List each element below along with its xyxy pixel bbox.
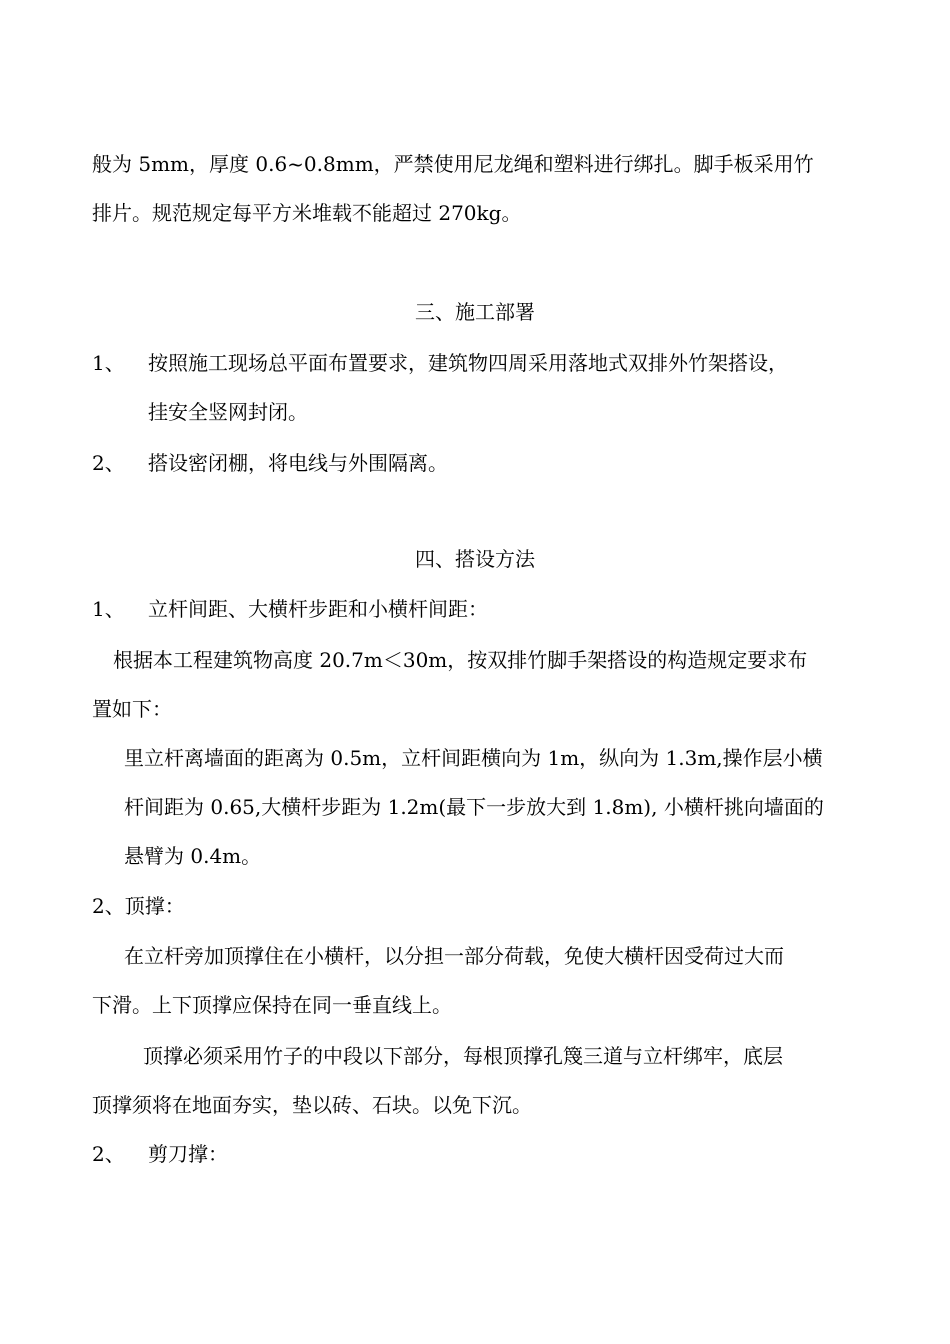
section-heading: 三、施工部署 [415, 300, 535, 324]
list-number: 1、 [92, 351, 125, 375]
paragraph-line: 排片。规范规定每平方米堆载不能超过 270kg。 [92, 201, 522, 225]
paragraph-line: 杆间距为 0.65,大横杆步距为 1.2m(最下一步放大到 1.8m), 小横杆挑向墙面的 [124, 795, 824, 819]
section-heading: 四、搭设方法 [415, 547, 535, 571]
list-number: 1、 [92, 597, 125, 621]
list-item-text: 挂安全竖网封闭。 [148, 400, 308, 424]
paragraph-line: 置如下： [92, 697, 172, 721]
paragraph-line: 悬臂为 0.4m。 [124, 844, 262, 868]
list-item-text: 2、顶撑： [92, 894, 185, 918]
list-item-text: 立杆间距、大横杆步距和小横杆间距： [148, 597, 488, 621]
paragraph-line: 下滑。上下顶撑应保持在同一垂直线上。 [92, 993, 452, 1017]
paragraph-line: 般为 5mm，厚度 0.6~0.8mm，严禁使用尼龙绳和塑料进行绑扎。脚手板采用竹 [92, 152, 814, 176]
list-item-text: 搭设密闭棚，将电线与外围隔离。 [148, 451, 448, 475]
list-number: 2、 [92, 451, 125, 475]
paragraph-line: 顶撑必须采用竹子的中段以下部分，每根顶撑孔篾三道与立杆绑牢，底层 [143, 1044, 783, 1068]
paragraph-line: 顶撑须将在地面夯实，垫以砖、石块。以免下沉。 [92, 1093, 532, 1117]
paragraph-line: 在立杆旁加顶撑住在小横杆，以分担一部分荷载，免使大横杆因受荷过大而 [124, 944, 784, 968]
list-item-text: 剪刀撑： [148, 1142, 228, 1166]
paragraph-line: 里立杆离墙面的距离为 0.5m，立杆间距横向为 1m，纵向为 1.3m,操作层小横 [124, 746, 823, 770]
paragraph-line: 根据本工程建筑物高度 20.7m＜30m，按双排竹脚手架搭设的构造规定要求布 [113, 648, 808, 672]
list-item-text: 按照施工现场总平面布置要求，建筑物四周采用落地式双排外竹架搭设， [148, 351, 788, 375]
list-number: 2、 [92, 1142, 125, 1166]
